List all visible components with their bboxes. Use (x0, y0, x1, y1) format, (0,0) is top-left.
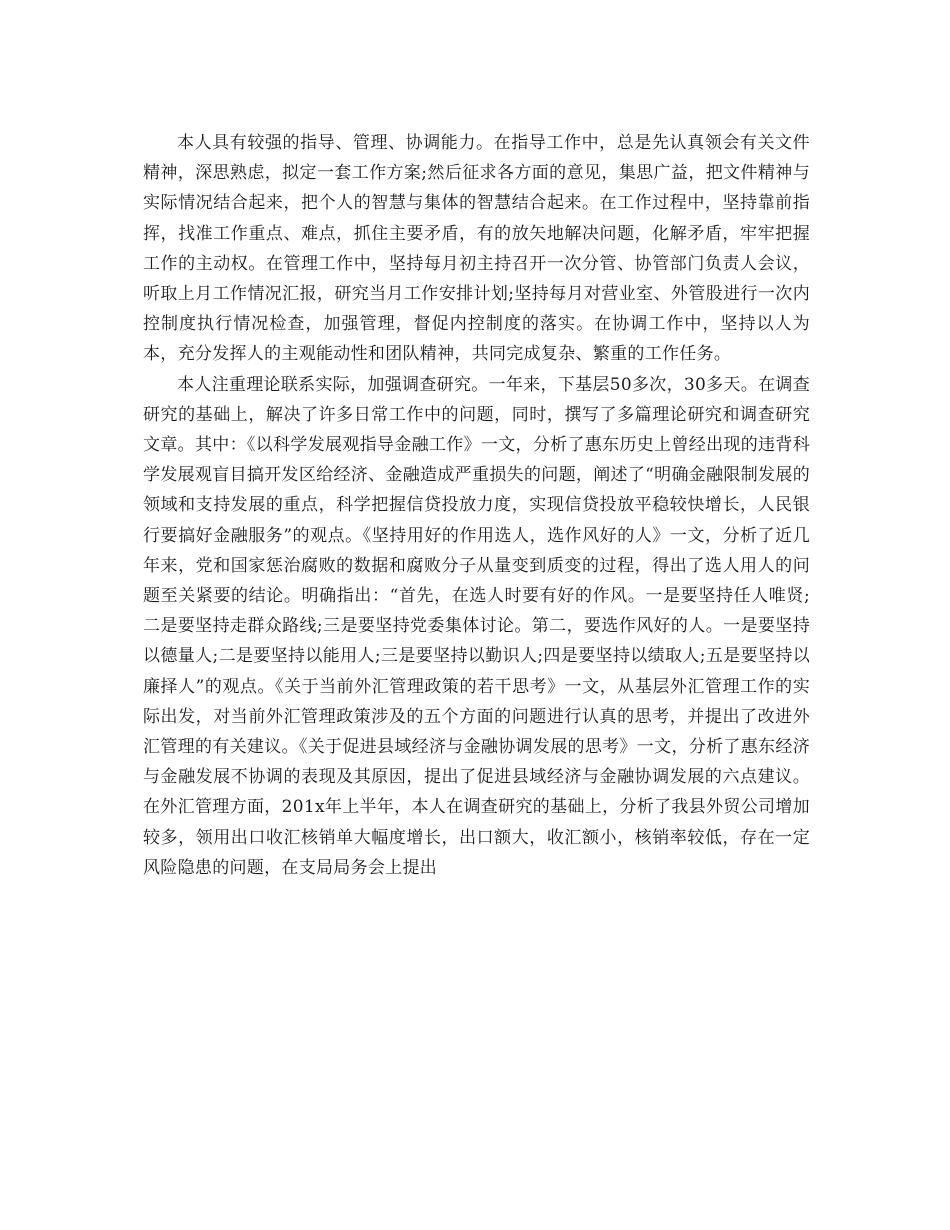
paragraph-research-practice: 本人注重理论联系实际，加强调查研究。一年来，下基层50多次，30多天。在调查研究的基础上，解决了许多日常工作中的问题，同时，撰写了多篇理论研究和调查研究文章。其中：《以科学发展观指导金融工作》一文，分析了惠东历史上曾经出现的违背科学发展观盲目搞开发区给经济、金融造成严重损失的问题，阐述了“明确金融限制发展的领域和支持发展的重点，科学把握信贷投放力度，实现信贷投放平稳较快增长，人民银行要搞好金融服务”的观点。《坚持用好的作用选人，选作风好的人》一文，分析了近几年来，党和国家惩治腐败的数据和腐败分子从量变到质变的过程，得出了选人用人的问题至关紧要的结论。明确指出：“首先，在选人时要有好的作风。一是要坚持任人唯贤;二是要坚持走群众路线;三是要坚持党委集体讨论。第二，要选作风好的人。一是要坚持以德量人;二是要坚持以能用人;三是要坚持以勤识人;四是要坚持以绩取人;五是要坚持以廉择人”的观点。《关于当前外汇管理政策的若干思考》一文，从基层外汇管理工作的实际出发，对当前外汇管理政策涉及的五个方面的问题进行认真的思考，并提出了改进外汇管理的有关建议。《关于促进县域经济与金融协调发展的思考》一文，分析了惠东经济与金融发展不协调的表现及其原因，提出了促进县域经济与金融协调发展的六点建议。在外汇管理方面，201x年上半年，本人在调查研究的基础上，分析了我县外贸公司增加较多，领用出口收汇核销单大幅度增长，出口额大，收汇额小，核销率较低，存在一定风险隐患的问题，在支局局务会上提出 (143, 374, 810, 878)
paragraph-leadership-abilities: 本人具有较强的指导、管理、协调能力。在指导工作中，总是先认真领会有关文件精神，深思熟虑，拟定一套工作方案;然后征求各方面的意见，集思广益，把文件精神与实际情况结合起来，把个人的智慧与集体的智慧结合起来。在工作过程中，坚持靠前指挥，找准工作重点、难点，抓住主要矛盾，有的放矢地解决问题，化解矛盾，牢牢把握工作的主动权。在管理工作中，坚持每月初主持召开一次分管、协管部门负责人会议，听取上月工作情况汇报，研究当月工作安排计划;坚持每月对营业室、外管股进行一次内控制度执行情况检查，加强管理，督促内控制度的落实。在协调工作中，坚持以人为本，充分发挥人的主观能动性和团队精神，共同完成复杂、繁重的工作任务。 (143, 133, 810, 365)
